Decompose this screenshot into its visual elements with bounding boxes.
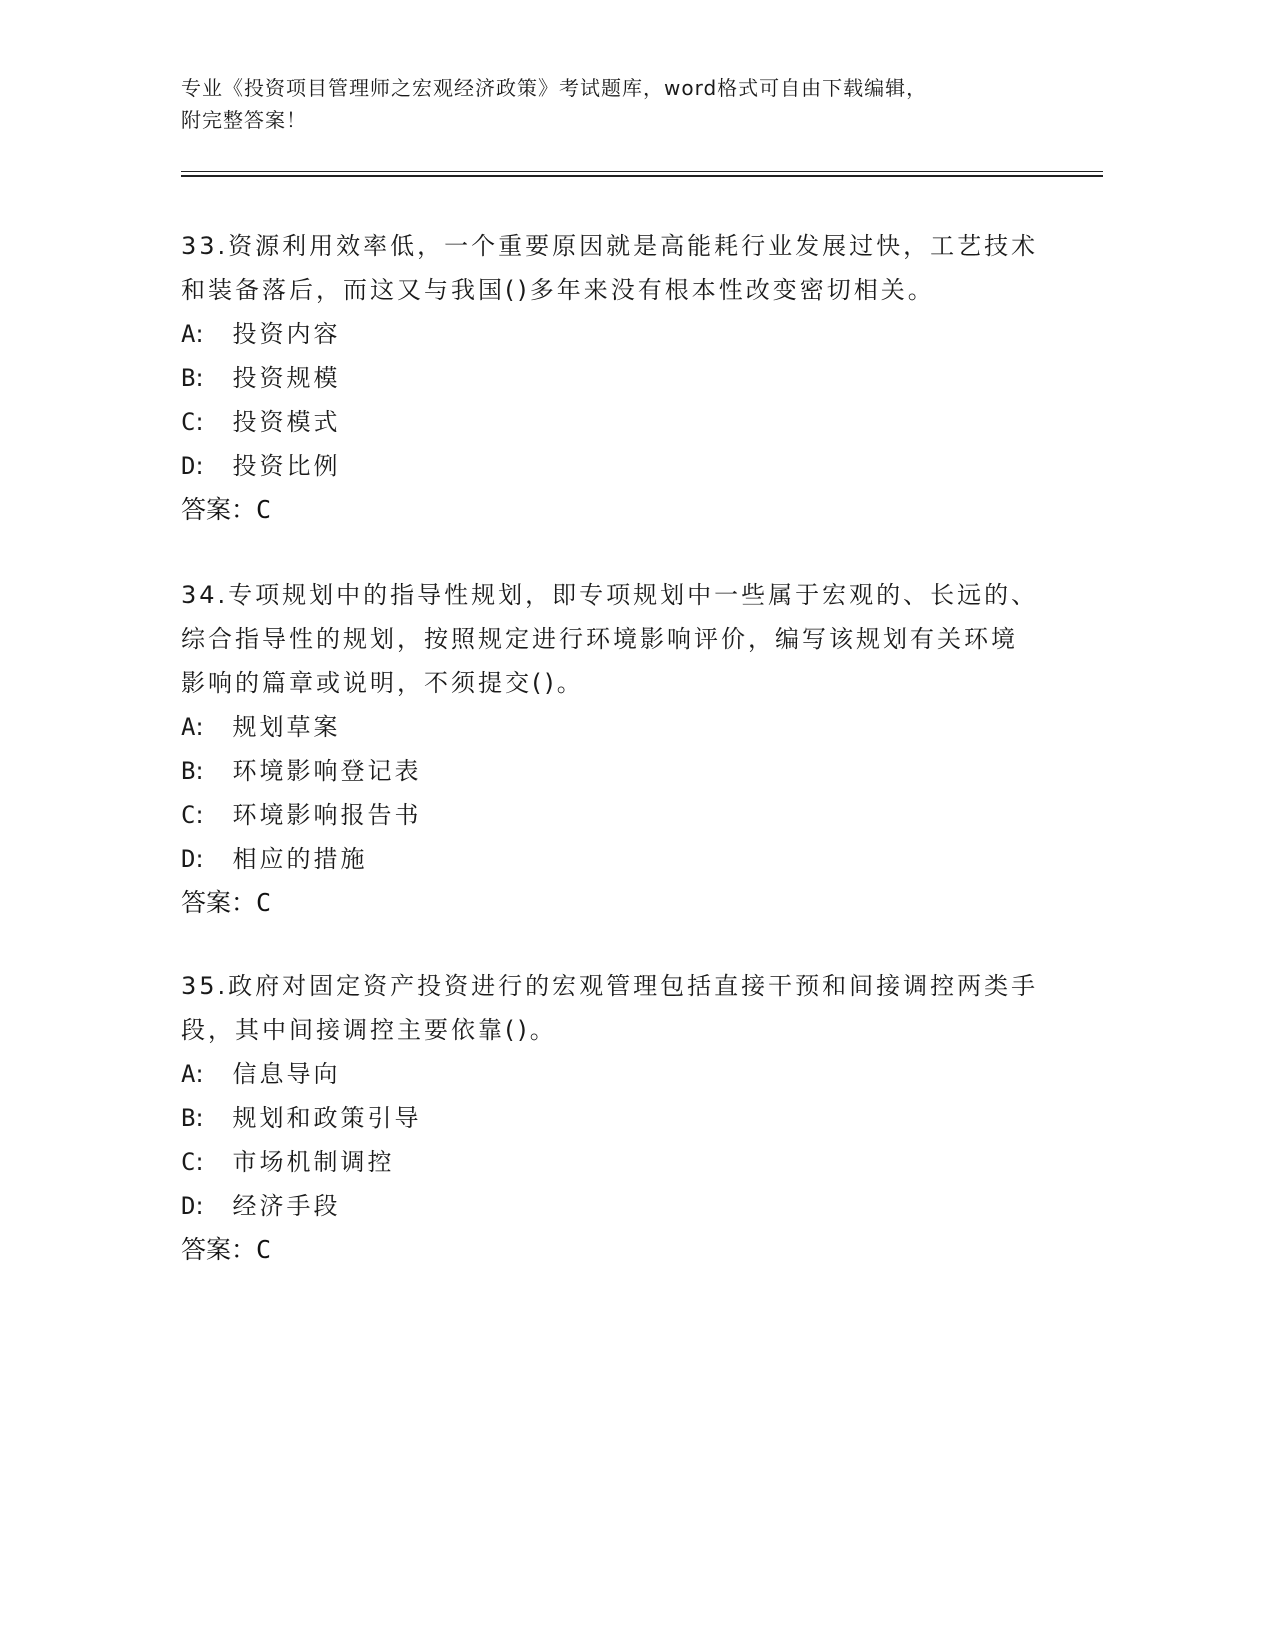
- answer-line: [181, 488, 1041, 532]
- answer-line: [181, 881, 1041, 925]
- option-letter: A: [181, 713, 196, 741]
- option-b: B: 投资规模: [181, 364, 341, 392]
- option-text: 环境影响登记表: [232, 757, 422, 785]
- option-text: 投资比例: [232, 452, 341, 480]
- option-a: A: 信息导向: [181, 1060, 341, 1088]
- header-line-2: 附完整答案！: [181, 108, 307, 132]
- answer-label: 答案：: [181, 1235, 257, 1264]
- option-text: 信息导向: [232, 1060, 341, 1088]
- option-text: 投资内容: [232, 320, 341, 348]
- option-letter: C: [181, 801, 196, 829]
- option-letter: D: [181, 845, 196, 873]
- option-text: 规划和政策引导: [232, 1104, 422, 1132]
- option-text: 投资模式: [232, 408, 341, 436]
- option-letter: B: [181, 364, 196, 392]
- option-letter: B: [181, 1104, 196, 1132]
- option-c: C: 环境影响报告书: [181, 801, 422, 829]
- answer-label: 答案：: [181, 495, 257, 524]
- question-text: 33.资源利用效率低，一个重要原因就是高能耗行业发展过快，工艺技术和装备落后，而这又与我国()多年来没有根本性改变密切相关。: [181, 232, 1039, 304]
- answer-line: [181, 1228, 1041, 1272]
- option-letter: C: [181, 408, 196, 436]
- option-b: B: 环境影响登记表: [181, 757, 422, 785]
- question-text: 34.专项规划中的指导性规划，即专项规划中一些属于宏观的、长远的、综合指导性的规划，按照规定进行环境影响评价，编写该规划有关环境影响的篇章或说明，不须提交()。: [181, 581, 1039, 697]
- header-divider-thin: [181, 171, 1103, 172]
- option-a: A: 规划草案: [181, 713, 341, 741]
- option-letter: D: [181, 452, 196, 480]
- option-d: D: 相应的措施: [181, 845, 368, 873]
- option-b: B: 规划和政策引导: [181, 1104, 422, 1132]
- question-35: [181, 964, 1041, 1272]
- option-text: 市场机制调控: [232, 1148, 395, 1176]
- option-letter: A: [181, 320, 196, 348]
- answer-value: C: [256, 888, 272, 917]
- option-letter: A: [181, 1060, 196, 1088]
- option-d: D: 投资比例: [181, 452, 341, 480]
- question-text: 35.政府对固定资产投资进行的宏观管理包括直接干预和间接调控两类手段，其中间接调控主要依靠()。: [181, 972, 1039, 1044]
- option-text: 环境影响报告书: [232, 801, 422, 829]
- answer-value: C: [256, 1235, 272, 1264]
- option-text: 投资规模: [232, 364, 341, 392]
- option-text: 相应的措施: [232, 845, 368, 873]
- option-letter: C: [181, 1148, 196, 1176]
- option-text: 规划草案: [232, 713, 341, 741]
- question-33: [181, 224, 1041, 532]
- question-34: [181, 573, 1041, 925]
- option-letter: B: [181, 757, 196, 785]
- option-a: A: 投资内容: [181, 320, 341, 348]
- answer-value: C: [256, 495, 272, 524]
- header-divider-thick: [181, 175, 1103, 177]
- document-header: [181, 72, 1061, 136]
- option-c: C: 市场机制调控: [181, 1148, 395, 1176]
- option-c: C: 投资模式: [181, 408, 341, 436]
- header-line-1: 专业《投资项目管理师之宏观经济政策》考试题库，word格式可自由下载编辑，: [181, 76, 928, 100]
- option-d: D: 经济手段: [181, 1192, 341, 1220]
- option-letter: D: [181, 1192, 196, 1220]
- option-text: 经济手段: [232, 1192, 341, 1220]
- answer-label: 答案：: [181, 888, 257, 917]
